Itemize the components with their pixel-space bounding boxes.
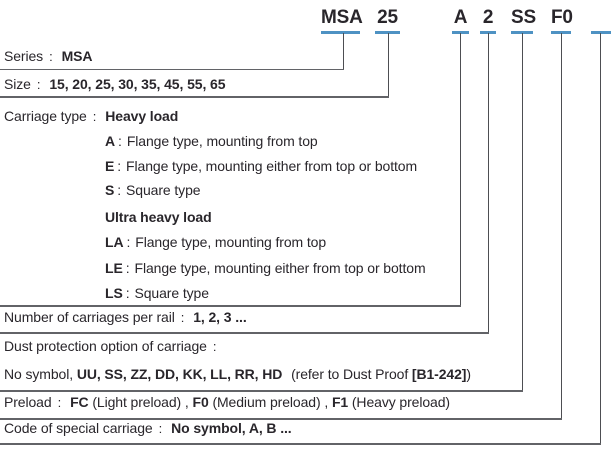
special-carriage-value: No symbol, A, B ... <box>171 420 292 436</box>
dust-codes-regular: No symbol, <box>4 366 74 382</box>
carriage-item-LS <box>105 285 209 302</box>
row-size <box>4 76 225 93</box>
row-dust-protection-label <box>4 338 225 355</box>
connector-size <box>388 33 389 96</box>
series-value: MSA <box>61 48 93 64</box>
row-carriages-per-rail <box>4 309 247 326</box>
carriage-item-code: E <box>105 157 115 174</box>
code-series: MSA <box>321 7 363 28</box>
preload-desc-F1: (Heavy preload) <box>351 394 450 410</box>
carriage-group-ultra-heavy-load <box>105 209 212 226</box>
connector-series <box>343 33 344 69</box>
code-seg-carriages-per-rail <box>480 7 496 29</box>
connector-carriage-type <box>460 33 461 305</box>
colon: : <box>118 132 122 149</box>
dust-codes-bold: UU, SS, ZZ, DD, KK, LL, RR, HD <box>76 366 283 382</box>
code-underline-series <box>321 31 360 34</box>
code-size: 25 <box>377 7 398 28</box>
code-dust-protection: SS <box>511 7 536 28</box>
carriage-item-desc: Flange type, mounting either from top or bottom <box>134 259 426 276</box>
row-preload <box>4 394 450 411</box>
colon: : <box>57 395 62 410</box>
dust-protection-label: Dust protection option of carriage <box>4 337 207 354</box>
rule-carriage-type <box>0 305 461 307</box>
carriage-item-desc: Square type <box>134 285 209 301</box>
colon: : <box>180 310 185 325</box>
connector-special-carriage <box>600 33 601 443</box>
connector-preload <box>561 33 562 418</box>
carriage-item-desc: Square type <box>126 182 201 198</box>
carriage-group-heavy-load: Heavy load <box>105 108 179 124</box>
dust-note-suffix: ) <box>466 366 471 382</box>
preload-label: Preload <box>4 394 52 410</box>
colon: : <box>117 182 122 198</box>
code-preload: F0 <box>551 7 573 28</box>
carriage-item-E <box>105 158 417 175</box>
carriage-type-label: Carriage type <box>4 108 87 124</box>
carriage-item-code: A <box>105 132 116 149</box>
carriage-item-desc: Flange type, mounting from top <box>126 132 318 149</box>
rule-carriages-per-rail <box>0 332 489 334</box>
dust-note-ref: [B1-242] <box>411 366 467 382</box>
carriages-per-rail-label: Number of carriages per rail <box>4 309 175 325</box>
dust-note <box>291 366 471 382</box>
series-label: Series <box>4 48 44 64</box>
code-carriages-per-rail: 2 <box>482 7 494 28</box>
preload-desc-FC: (Light preload) , <box>92 394 189 410</box>
colon: : <box>212 338 217 354</box>
preload-desc-F0: (Medium preload) , <box>212 394 329 410</box>
rule-size <box>0 96 389 98</box>
carriage-item-code: LA <box>105 234 124 250</box>
carriage-item-desc: Flange type, mounting from top <box>135 234 327 250</box>
colon: : <box>49 49 53 64</box>
preload-code-F0: F0 <box>192 394 209 410</box>
carriage-item-desc: Flange type, mounting either from top or bottom <box>126 157 418 174</box>
rule-special-carriage <box>0 443 601 445</box>
code-seg-size <box>375 7 400 29</box>
carriage-item-code: LE <box>105 259 123 276</box>
carriage-item-code: LS <box>105 285 123 301</box>
special-carriage-label: Code of special carriage <box>4 420 153 436</box>
code-seg-preload <box>551 7 571 29</box>
preload-code-F1: F1 <box>331 394 349 410</box>
code-seg-dust-protection <box>511 7 536 29</box>
rule-series <box>0 69 344 71</box>
carriage-item-LA <box>105 234 326 251</box>
row-dust-protection-codes <box>4 366 471 383</box>
carriage-item-A <box>105 133 318 150</box>
carriage-item-LE <box>105 260 426 277</box>
colon: : <box>117 157 122 174</box>
colon: : <box>126 234 131 250</box>
carriage-group-heading: Ultra heavy load <box>105 208 212 225</box>
row-special-carriage <box>4 420 292 437</box>
row-series <box>4 48 92 65</box>
carriage-item-S <box>105 182 200 199</box>
code-carriage-type: A <box>453 7 468 28</box>
connector-carriages-per-rail <box>488 33 489 332</box>
colon: : <box>125 259 130 276</box>
preload-code-FC: FC <box>70 394 89 410</box>
rule-dust-protection <box>0 390 523 392</box>
dust-note-prefix: (refer to Dust Proof <box>291 366 409 382</box>
code-seg-series <box>321 7 363 29</box>
code-seg-carriage-type <box>452 7 469 29</box>
size-label: Size <box>4 75 31 92</box>
colon: : <box>125 285 130 301</box>
colon: : <box>158 421 163 436</box>
size-value: 15, 20, 25, 30, 35, 45, 55, 65 <box>49 75 226 92</box>
carriage-item-code: S <box>105 182 115 198</box>
carriages-per-rail-value: 1, 2, 3 ... <box>193 309 247 325</box>
colon: : <box>92 109 97 124</box>
colon: : <box>36 76 41 92</box>
connector-dust-protection <box>522 33 523 390</box>
row-carriage-type <box>4 108 178 125</box>
